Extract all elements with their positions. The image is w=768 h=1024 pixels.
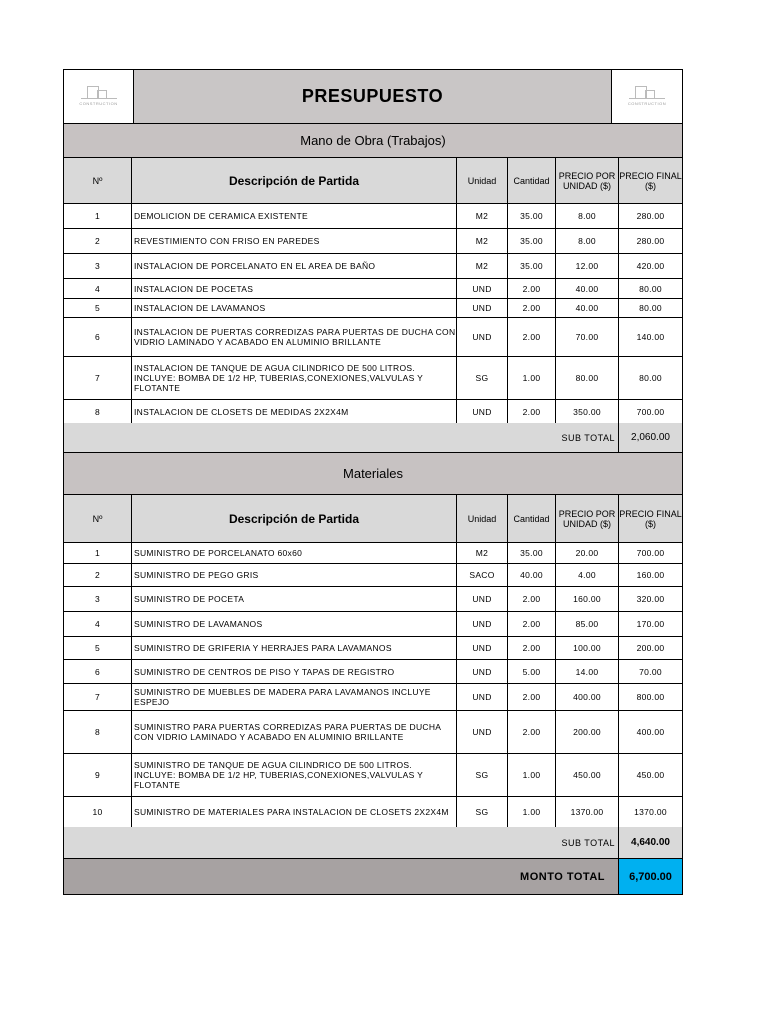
row-unit-price: 8.00 xyxy=(556,204,619,228)
materials-subtotal-row xyxy=(64,827,682,859)
row-description: INSTALACION DE TANQUE DE AGUA CILINDRICO DE 500 LITROS. INCLUYE: BOMBA DE 1/2 HP, TUBERIAS,CONEXIONES,VALVULAS Y FLOTANTE xyxy=(132,357,457,399)
row-final-price: 160.00 xyxy=(636,570,665,580)
row-quantity: 2.00 xyxy=(508,587,556,611)
row-description: INSTALACION DE PORCELANATO EN EL AREA DE BAÑO xyxy=(132,254,457,278)
logo-left xyxy=(64,70,134,123)
row-description: INSTALACION DE CLOSETS DE MEDIDAS 2X2X4M xyxy=(132,400,457,423)
row-final-price: 450.00 xyxy=(636,770,665,780)
grand-total-label: MONTO TOTAL xyxy=(64,859,619,894)
labor-subtotal-value: 2,060.00 xyxy=(619,423,682,452)
labor-section-title: Mano de Obra (Trabajos) xyxy=(64,124,682,157)
row-unit: M2 xyxy=(457,204,508,228)
row-quantity: 2.00 xyxy=(508,318,556,356)
row-final-price: 170.00 xyxy=(636,619,665,629)
row-quantity: 35.00 xyxy=(508,229,556,253)
row-unit-price: 20.00 xyxy=(556,543,619,563)
row-unit: UND xyxy=(457,587,508,611)
row-number: 7 xyxy=(64,684,132,710)
budget-sheet xyxy=(63,69,683,895)
row-description: SUMINISTRO DE LAVAMANOS xyxy=(132,612,457,636)
row-unit: UND xyxy=(457,400,508,423)
row-description: INSTALACION DE POCETAS xyxy=(132,279,457,298)
row-final-price: 80.00 xyxy=(639,373,662,383)
row-unit: UND xyxy=(457,612,508,636)
row-number: 10 xyxy=(64,797,132,827)
row-description: SUMINISTRO PARA PUERTAS CORREDIZAS PARA PUERTAS DE DUCHA CON VIDRIO LAMINADO Y ACABADO EN ALUMINIO BRILLANTE xyxy=(132,711,457,753)
row-unit-price: 1370.00 xyxy=(556,797,619,827)
row-description: SUMINISTRO DE GRIFERIA Y HERRAJES PARA LAVAMANOS xyxy=(132,637,457,659)
row-unit: M2 xyxy=(457,254,508,278)
row-unit: M2 xyxy=(457,229,508,253)
building-logo-icon: CONSTRUCTION xyxy=(621,82,673,112)
row-quantity: 2.00 xyxy=(508,684,556,710)
row-quantity: 1.00 xyxy=(508,754,556,796)
row-quantity: 40.00 xyxy=(508,564,556,586)
row-number: 6 xyxy=(64,660,132,683)
row-description: DEMOLICION DE CERAMICA EXISTENTE xyxy=(132,204,457,228)
materials-table-body xyxy=(64,543,682,827)
labor-column-headers xyxy=(64,158,682,204)
row-number: 8 xyxy=(64,711,132,753)
row-unit-price: 40.00 xyxy=(556,299,619,317)
materials-subtotal-label: SUB TOTAL xyxy=(64,827,619,858)
row-quantity: 2.00 xyxy=(508,279,556,298)
row-final-price: 700.00 xyxy=(636,548,665,558)
col-num: Nº xyxy=(64,158,132,203)
row-description: SUMINISTRO DE TANQUE DE AGUA CILINDRICO DE 500 LITROS. INCLUYE: BOMBA DE 1/2 HP, TUBERIAS,CONEXIONES,VALVULAS Y FLOTANTE xyxy=(132,754,457,796)
table-row xyxy=(64,797,682,827)
row-final-price: 280.00 xyxy=(636,211,665,221)
row-unit: UND xyxy=(457,684,508,710)
row-final-price: 140.00 xyxy=(636,332,665,342)
col-qty: Cantidad xyxy=(508,158,556,203)
row-description: SUMINISTRO DE MUEBLES DE MADERA PARA LAVAMANOS INCLUYE ESPEJO xyxy=(132,684,457,710)
page-title: PRESUPUESTO xyxy=(134,70,612,123)
row-quantity: 35.00 xyxy=(508,204,556,228)
table-row xyxy=(64,754,682,797)
row-unit: UND xyxy=(457,711,508,753)
row-unit-price: 70.00 xyxy=(556,318,619,356)
col-unit: Unidad xyxy=(457,158,508,203)
row-final-price: 280.00 xyxy=(636,236,665,246)
row-unit: SACO xyxy=(457,564,508,586)
row-description: REVESTIMIENTO CON FRISO EN PAREDES xyxy=(132,229,457,253)
row-unit-price: 100.00 xyxy=(556,637,619,659)
row-unit: UND xyxy=(457,279,508,298)
row-description: SUMINISTRO DE PEGO GRIS xyxy=(132,564,457,586)
table-row xyxy=(64,660,682,684)
row-quantity: 35.00 xyxy=(508,543,556,563)
row-final-price: 800.00 xyxy=(636,692,665,702)
row-description: INSTALACION DE PUERTAS CORREDIZAS PARA PUERTAS DE DUCHA CON VIDRIO LAMINADO Y ACABADO EN ALUMINIO BRILLANTE xyxy=(132,318,457,356)
row-number: 4 xyxy=(64,612,132,636)
table-row xyxy=(64,711,682,754)
table-row xyxy=(64,400,682,423)
table-row xyxy=(64,637,682,660)
row-number: 5 xyxy=(64,299,132,317)
materials-section-title: Materiales xyxy=(64,453,682,494)
materials-column-headers xyxy=(64,495,682,543)
table-row xyxy=(64,543,682,564)
row-number: 4 xyxy=(64,279,132,298)
row-unit-price: 350.00 xyxy=(556,400,619,423)
row-unit-price: 85.00 xyxy=(556,612,619,636)
col-qty: Cantidad xyxy=(508,495,556,542)
col-num: Nº xyxy=(64,495,132,542)
labor-subtotal-row xyxy=(64,423,682,453)
table-row xyxy=(64,254,682,279)
table-row xyxy=(64,612,682,637)
row-final-price: 200.00 xyxy=(636,643,665,653)
row-description: INSTALACION DE LAVAMANOS xyxy=(132,299,457,317)
row-unit-price: 450.00 xyxy=(556,754,619,796)
row-final-price: 1370.00 xyxy=(634,807,667,817)
row-unit: SG xyxy=(457,357,508,399)
row-quantity: 2.00 xyxy=(508,299,556,317)
table-row xyxy=(64,229,682,254)
col-final-price: PRECIO FINAL ($) xyxy=(619,170,682,191)
col-final-price: PRECIO FINAL ($) xyxy=(619,508,682,529)
row-unit: UND xyxy=(457,660,508,683)
row-unit: UND xyxy=(457,318,508,356)
building-logo-icon: CONSTRUCTION xyxy=(73,82,125,112)
table-row xyxy=(64,204,682,229)
logo-right xyxy=(612,70,682,123)
table-row xyxy=(64,299,682,318)
row-unit-price: 200.00 xyxy=(556,711,619,753)
table-row xyxy=(64,587,682,612)
col-unit: Unidad xyxy=(457,495,508,542)
materials-section-header xyxy=(64,453,682,495)
row-number: 5 xyxy=(64,637,132,659)
row-final-price: 320.00 xyxy=(636,594,665,604)
row-unit-price: 8.00 xyxy=(556,229,619,253)
row-quantity: 2.00 xyxy=(508,637,556,659)
row-number: 1 xyxy=(64,543,132,563)
row-unit: UND xyxy=(457,299,508,317)
row-unit-price: 400.00 xyxy=(556,684,619,710)
title-row xyxy=(64,70,682,124)
row-number: 3 xyxy=(64,587,132,611)
row-number: 3 xyxy=(64,254,132,278)
table-row xyxy=(64,279,682,299)
row-unit-price: 4.00 xyxy=(556,564,619,586)
row-quantity: 5.00 xyxy=(508,660,556,683)
table-row xyxy=(64,564,682,587)
col-desc: Descripción de Partida xyxy=(132,495,457,542)
row-number: 2 xyxy=(64,229,132,253)
row-number: 9 xyxy=(64,754,132,796)
row-number: 7 xyxy=(64,357,132,399)
row-quantity: 2.00 xyxy=(508,400,556,423)
row-number: 6 xyxy=(64,318,132,356)
labor-section-header xyxy=(64,124,682,158)
row-quantity: 2.00 xyxy=(508,612,556,636)
row-number: 1 xyxy=(64,204,132,228)
row-unit-price: 12.00 xyxy=(556,254,619,278)
table-row xyxy=(64,318,682,357)
row-quantity: 2.00 xyxy=(508,711,556,753)
grand-total-value: 6,700.00 xyxy=(619,859,682,894)
row-final-price: 400.00 xyxy=(636,727,665,737)
row-unit: SG xyxy=(457,797,508,827)
row-quantity: 1.00 xyxy=(508,797,556,827)
grand-total-row xyxy=(64,859,682,894)
row-number: 8 xyxy=(64,400,132,423)
row-unit: M2 xyxy=(457,543,508,563)
table-row xyxy=(64,684,682,711)
table-row xyxy=(64,357,682,400)
row-final-price: 80.00 xyxy=(639,283,662,294)
row-unit: SG xyxy=(457,754,508,796)
row-unit-price: 14.00 xyxy=(556,660,619,683)
row-unit-price: 160.00 xyxy=(556,587,619,611)
row-final-price: 700.00 xyxy=(636,406,665,417)
row-final-price: 80.00 xyxy=(639,303,662,313)
row-final-price: 70.00 xyxy=(639,666,662,677)
row-unit-price: 40.00 xyxy=(556,279,619,298)
labor-subtotal-label: SUB TOTAL xyxy=(64,423,619,452)
materials-subtotal-value: 4,640.00 xyxy=(619,827,682,858)
row-description: SUMINISTRO DE CENTROS DE PISO Y TAPAS DE REGISTRO xyxy=(132,660,457,683)
row-final-price: 420.00 xyxy=(636,261,665,271)
row-quantity: 1.00 xyxy=(508,357,556,399)
row-description: SUMINISTRO DE POCETA xyxy=(132,587,457,611)
labor-table-body xyxy=(64,204,682,423)
row-description: SUMINISTRO DE PORCELANATO 60x60 xyxy=(132,543,457,563)
row-number: 2 xyxy=(64,564,132,586)
row-unit-price: 80.00 xyxy=(556,357,619,399)
row-description: SUMINISTRO DE MATERIALES PARA INSTALACION DE CLOSETS 2X2X4M xyxy=(132,797,457,827)
row-quantity: 35.00 xyxy=(508,254,556,278)
col-unit-price: PRECIO POR UNIDAD ($) xyxy=(556,158,619,203)
col-unit-price: PRECIO POR UNIDAD ($) xyxy=(556,495,619,542)
col-desc: Descripción de Partida xyxy=(132,158,457,203)
row-unit: UND xyxy=(457,637,508,659)
